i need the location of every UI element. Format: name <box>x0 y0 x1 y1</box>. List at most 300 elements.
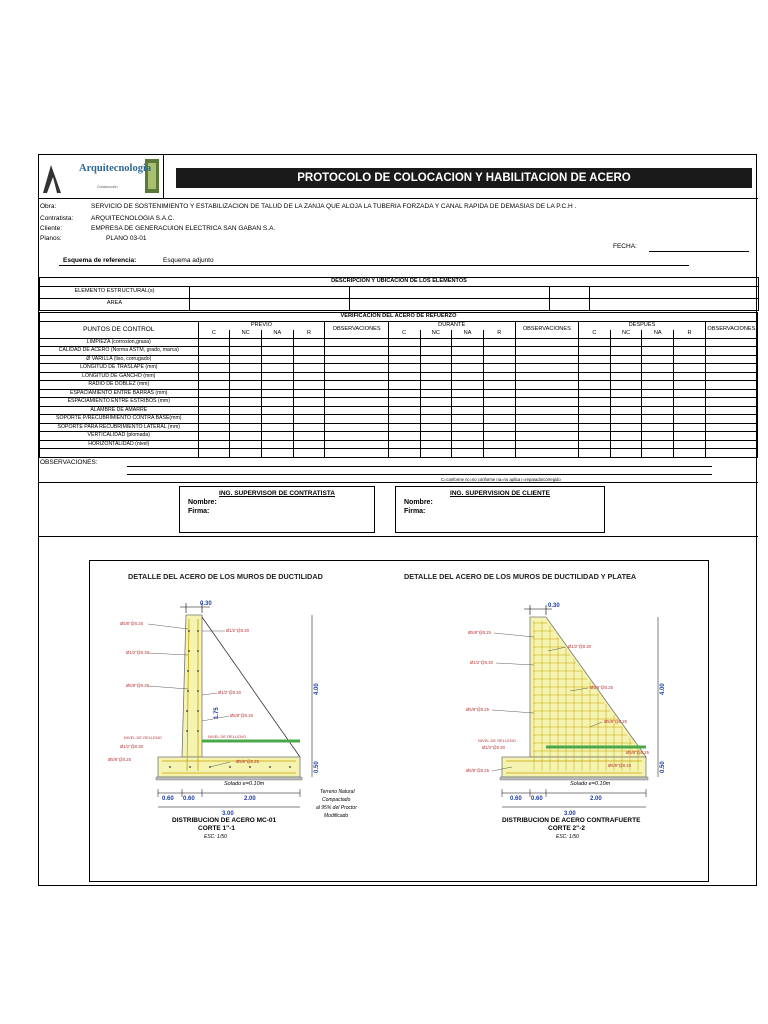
left-bar-4: Ø5/8"@0.25 <box>126 683 149 688</box>
left-wall-drawing <box>108 601 357 840</box>
phase-previo: PREVIO <box>198 321 325 330</box>
check-cell[interactable] <box>230 372 262 381</box>
check-cell[interactable] <box>642 432 674 441</box>
check-cell[interactable] <box>515 423 578 432</box>
check-cell[interactable] <box>579 398 611 407</box>
right-dim-height: 4.00 <box>660 683 666 695</box>
check-cell[interactable] <box>388 398 420 407</box>
check-cell[interactable] <box>483 389 515 398</box>
signature-firma-contratista: Firma: <box>188 508 210 515</box>
check-cell[interactable] <box>515 432 578 441</box>
left-dim-top: 0.30 <box>200 601 212 607</box>
check-cell[interactable] <box>483 381 515 390</box>
right-bar-9: Ø5/8"@0.25 <box>466 768 489 773</box>
check-cell[interactable] <box>261 423 293 432</box>
check-cell[interactable] <box>230 440 262 449</box>
check-cell[interactable] <box>325 381 388 390</box>
esquema-label: Esquema de referencia: <box>63 257 137 264</box>
right-dim-top: 0.30 <box>548 603 560 609</box>
control-point-label: ESPACIAMIENTO ENTRE BARRAS (mm) <box>40 389 199 398</box>
check-cell[interactable] <box>674 338 706 347</box>
check-cell[interactable] <box>579 423 611 432</box>
col-header-c: C <box>579 330 611 339</box>
empty-cell[interactable] <box>452 449 484 458</box>
check-cell[interactable] <box>674 347 706 356</box>
check-cell[interactable] <box>705 381 757 390</box>
check-cell[interactable] <box>261 406 293 415</box>
check-cell[interactable] <box>230 432 262 441</box>
check-cell[interactable] <box>293 389 325 398</box>
empty-cell[interactable] <box>40 449 199 458</box>
check-cell[interactable] <box>705 347 757 356</box>
verificacion-title: VERIFICACION DEL ACERO DE REFUERZO <box>40 313 758 322</box>
check-cell[interactable] <box>198 355 230 364</box>
empty-cell[interactable] <box>261 449 293 458</box>
check-cell[interactable] <box>293 415 325 424</box>
check-cell[interactable] <box>610 355 642 364</box>
check-cell[interactable] <box>483 406 515 415</box>
check-cell[interactable] <box>705 355 757 364</box>
drawing-left-title: DETALLE DEL ACERO DE LOS MUROS DE DUCTILIDAD <box>128 572 323 581</box>
check-cell[interactable] <box>293 432 325 441</box>
right-dim-a: 0.60 <box>510 796 522 802</box>
check-cell[interactable] <box>261 381 293 390</box>
check-cell[interactable] <box>642 389 674 398</box>
check-cell[interactable] <box>515 415 578 424</box>
check-cell[interactable] <box>515 406 578 415</box>
col-header-c: C <box>198 330 230 339</box>
empty-cell[interactable] <box>674 449 706 458</box>
check-cell[interactable] <box>642 338 674 347</box>
check-cell[interactable] <box>610 347 642 356</box>
check-cell[interactable] <box>230 364 262 373</box>
check-cell[interactable] <box>515 355 578 364</box>
right-bar-5: Ø5/8"@0.25 <box>466 707 489 712</box>
check-cell[interactable] <box>452 372 484 381</box>
check-cell[interactable] <box>293 440 325 449</box>
check-cell[interactable] <box>642 406 674 415</box>
empty-cell[interactable] <box>705 449 757 458</box>
col-header-na: NA <box>452 330 484 339</box>
check-cell[interactable] <box>388 372 420 381</box>
obs-line-2 <box>127 474 712 475</box>
check-cell[interactable] <box>674 398 706 407</box>
check-cell[interactable] <box>198 347 230 356</box>
check-cell[interactable] <box>483 440 515 449</box>
wall-section-drawings <box>90 561 710 883</box>
check-cell[interactable] <box>261 372 293 381</box>
check-cell[interactable] <box>610 372 642 381</box>
right-solado: Solado e=0.10m <box>570 781 611 787</box>
check-cell[interactable] <box>261 415 293 424</box>
check-cell[interactable] <box>579 372 611 381</box>
check-cell[interactable] <box>388 338 420 347</box>
check-cell[interactable] <box>642 440 674 449</box>
check-cell[interactable] <box>515 381 578 390</box>
obs-durante: OBSERVACIONES <box>515 321 578 338</box>
empty-cell[interactable] <box>642 449 674 458</box>
check-cell[interactable] <box>388 381 420 390</box>
check-cell[interactable] <box>515 440 578 449</box>
check-cell[interactable] <box>388 355 420 364</box>
empty-cell[interactable] <box>420 449 452 458</box>
section-divider-2 <box>39 536 758 537</box>
check-cell[interactable] <box>261 389 293 398</box>
check-cell[interactable] <box>610 406 642 415</box>
check-cell[interactable] <box>293 406 325 415</box>
check-cell[interactable] <box>515 347 578 356</box>
col-header-r: R <box>293 330 325 339</box>
elemento-cell-2[interactable] <box>350 286 550 298</box>
check-cell[interactable] <box>674 423 706 432</box>
check-cell[interactable] <box>293 372 325 381</box>
area-cell-1[interactable] <box>190 298 350 310</box>
check-cell[interactable] <box>452 423 484 432</box>
check-cell[interactable] <box>261 364 293 373</box>
area-cell-2[interactable] <box>350 298 550 310</box>
check-cell[interactable] <box>452 338 484 347</box>
logo-text: Arquitecnologia <box>79 163 152 174</box>
check-cell[interactable] <box>388 415 420 424</box>
control-point-label: HORIZONTALIDAD (nivel) <box>40 440 199 449</box>
obs-line-1 <box>127 466 712 467</box>
right-bar-8: Ø5/8"@0.25 <box>626 750 649 755</box>
check-cell[interactable] <box>674 389 706 398</box>
check-cell[interactable] <box>420 432 452 441</box>
section-divider-1 <box>39 482 758 483</box>
check-cell[interactable] <box>293 381 325 390</box>
check-cell[interactable] <box>579 381 611 390</box>
check-cell[interactable] <box>261 440 293 449</box>
check-cell[interactable] <box>515 398 578 407</box>
check-cell[interactable] <box>198 364 230 373</box>
check-cell[interactable] <box>388 406 420 415</box>
check-cell[interactable] <box>705 423 757 432</box>
check-cell[interactable] <box>261 347 293 356</box>
check-cell[interactable] <box>674 355 706 364</box>
check-cell[interactable] <box>579 355 611 364</box>
check-cell[interactable] <box>483 355 515 364</box>
check-cell[interactable] <box>705 372 757 381</box>
signature-nombre-contratista: Nombre: <box>188 499 217 506</box>
check-cell[interactable] <box>325 372 388 381</box>
elemento-cell-4[interactable] <box>590 286 759 298</box>
check-cell[interactable] <box>325 355 388 364</box>
table-row <box>40 415 758 424</box>
check-cell[interactable] <box>483 432 515 441</box>
check-cell[interactable] <box>579 338 611 347</box>
check-cell[interactable] <box>230 423 262 432</box>
check-cell[interactable] <box>261 355 293 364</box>
check-cell[interactable] <box>642 415 674 424</box>
check-cell[interactable] <box>483 347 515 356</box>
check-cell[interactable] <box>610 389 642 398</box>
drawing-right-title: DETALLE DEL ACERO DE LOS MUROS DE DUCTILIDAD Y PLATEA <box>404 572 637 581</box>
check-cell[interactable] <box>420 364 452 373</box>
check-cell[interactable] <box>452 389 484 398</box>
table-row <box>40 338 758 347</box>
check-cell[interactable] <box>610 398 642 407</box>
right-dim-c: 2.00 <box>590 796 602 802</box>
check-cell[interactable] <box>198 406 230 415</box>
check-cell[interactable] <box>293 355 325 364</box>
check-cell[interactable] <box>705 432 757 441</box>
check-cell[interactable] <box>483 364 515 373</box>
check-cell[interactable] <box>642 423 674 432</box>
check-cell[interactable] <box>610 364 642 373</box>
check-cell[interactable] <box>579 406 611 415</box>
area-cell-3[interactable] <box>550 298 590 310</box>
check-cell[interactable] <box>705 406 757 415</box>
check-cell[interactable] <box>483 398 515 407</box>
check-cell[interactable] <box>452 432 484 441</box>
empty-cell[interactable] <box>388 449 420 458</box>
signature-box-contratista[interactable] <box>179 486 375 533</box>
col-header-r: R <box>674 330 706 339</box>
check-cell[interactable] <box>452 347 484 356</box>
check-cell[interactable] <box>230 338 262 347</box>
check-cell[interactable] <box>515 364 578 373</box>
logo-house-icon <box>39 155 163 199</box>
check-cell[interactable] <box>388 423 420 432</box>
left-bar-5: Ø1/2"@0.30 <box>218 690 241 695</box>
control-point-label: LIMPIEZA (corrosion,grasa) <box>40 338 199 347</box>
check-cell[interactable] <box>261 398 293 407</box>
right-bar-4: Ø5/8"@0.25 <box>590 685 613 690</box>
check-cell[interactable] <box>705 440 757 449</box>
check-cell[interactable] <box>610 423 642 432</box>
check-cell[interactable] <box>705 415 757 424</box>
check-cell[interactable] <box>230 406 262 415</box>
left-dim-total: 3.00 <box>222 811 234 817</box>
empty-cell[interactable] <box>198 449 230 458</box>
control-point-label: CALIDAD DE ACERO (Norma ASTM, grado, marca) <box>40 347 199 356</box>
empty-cell[interactable] <box>610 449 642 458</box>
check-cell[interactable] <box>388 347 420 356</box>
check-cell[interactable] <box>325 347 388 356</box>
check-cell[interactable] <box>579 440 611 449</box>
check-cell[interactable] <box>674 364 706 373</box>
check-cell[interactable] <box>452 415 484 424</box>
check-cell[interactable] <box>198 432 230 441</box>
col-header-nc: NC <box>420 330 452 339</box>
check-cell[interactable] <box>230 381 262 390</box>
check-cell[interactable] <box>325 338 388 347</box>
check-cell[interactable] <box>705 338 757 347</box>
check-cell[interactable] <box>515 389 578 398</box>
check-cell[interactable] <box>610 415 642 424</box>
control-point-label: SOPORTE PARA RECUBRIMIENTO LATERAL (mm) <box>40 423 199 432</box>
check-cell[interactable] <box>420 423 452 432</box>
check-cell[interactable] <box>325 364 388 373</box>
check-cell[interactable] <box>293 364 325 373</box>
check-cell[interactable] <box>674 381 706 390</box>
col-header-nc: NC <box>610 330 642 339</box>
left-nivel-2: NIVEL DE RELLENO <box>124 735 162 740</box>
check-cell[interactable] <box>198 338 230 347</box>
check-cell[interactable] <box>452 406 484 415</box>
check-cell[interactable] <box>420 415 452 424</box>
check-cell[interactable] <box>642 355 674 364</box>
check-cell[interactable] <box>515 372 578 381</box>
observaciones-label: OBSERVACIONES: <box>40 459 98 466</box>
check-cell[interactable] <box>642 381 674 390</box>
signature-box-cliente[interactable] <box>395 486 605 533</box>
check-cell[interactable] <box>579 432 611 441</box>
right-bar-1: Ø5/8"@0.25 <box>468 630 491 635</box>
check-cell[interactable] <box>420 398 452 407</box>
check-cell[interactable] <box>579 347 611 356</box>
check-cell[interactable] <box>642 364 674 373</box>
check-cell[interactable] <box>198 389 230 398</box>
check-cell[interactable] <box>483 338 515 347</box>
right-nivel: NIVEL DE RELLENO <box>478 738 516 743</box>
check-cell[interactable] <box>293 347 325 356</box>
check-cell[interactable] <box>325 440 388 449</box>
cliente-value: EMPRESA DE GENERACUION ELECTRICA SAN GABAN S.A. <box>91 225 276 232</box>
left-terreno-2: Compactado <box>322 797 351 803</box>
check-cell[interactable] <box>610 432 642 441</box>
check-cell[interactable] <box>674 406 706 415</box>
left-scale: ESC: 1/50 <box>204 834 227 840</box>
check-cell[interactable] <box>420 440 452 449</box>
descripcion-title: DESCRIPCION Y UBICACION DE LOS ELEMENTOS <box>40 278 759 287</box>
check-cell[interactable] <box>325 406 388 415</box>
check-cell[interactable] <box>293 338 325 347</box>
empty-cell[interactable] <box>325 449 388 458</box>
empty-cell[interactable] <box>515 449 578 458</box>
left-terreno-3: al 95% del Proctor <box>316 805 357 811</box>
table-row <box>40 364 758 373</box>
obs-despues: OBSERVACIONES <box>705 321 757 338</box>
check-cell[interactable] <box>674 372 706 381</box>
check-cell[interactable] <box>579 364 611 373</box>
check-cell[interactable] <box>420 389 452 398</box>
check-cell[interactable] <box>293 423 325 432</box>
check-cell[interactable] <box>388 364 420 373</box>
check-cell[interactable] <box>579 415 611 424</box>
check-cell[interactable] <box>230 398 262 407</box>
area-cell-4[interactable] <box>590 298 759 310</box>
check-cell[interactable] <box>261 338 293 347</box>
drawings-frame <box>89 560 709 882</box>
left-dim-height: 4.00 <box>314 683 320 695</box>
check-cell[interactable] <box>452 355 484 364</box>
check-cell[interactable] <box>261 432 293 441</box>
phase-despues: DESPUES <box>579 321 706 330</box>
esquema-value: Esquema adjunto <box>163 257 214 264</box>
left-nivel: NIVEL DE RELLENO <box>208 734 246 739</box>
elemento-label: ELEMENTO ESTRUCTURAL(s) <box>40 286 190 298</box>
check-cell[interactable] <box>325 423 388 432</box>
control-point-label: ALAMBRE DE AMARRE <box>40 406 199 415</box>
legend-note: C=conforme nc=no conforme na=no aplica r=reparado/corregido <box>441 477 561 482</box>
elemento-cell-1[interactable] <box>190 286 350 298</box>
table-row <box>40 449 758 458</box>
check-cell[interactable] <box>579 389 611 398</box>
check-cell[interactable] <box>198 372 230 381</box>
descripcion-table <box>39 277 759 311</box>
check-cell[interactable] <box>293 398 325 407</box>
empty-cell[interactable] <box>579 449 611 458</box>
check-cell[interactable] <box>705 364 757 373</box>
check-cell[interactable] <box>420 406 452 415</box>
check-cell[interactable] <box>452 398 484 407</box>
contratista-label: Contratista: <box>40 215 74 222</box>
check-cell[interactable] <box>705 398 757 407</box>
check-cell[interactable] <box>642 347 674 356</box>
check-cell[interactable] <box>325 432 388 441</box>
right-dim-total: 3.00 <box>564 811 576 817</box>
check-cell[interactable] <box>420 381 452 390</box>
empty-cell[interactable] <box>293 449 325 458</box>
check-cell[interactable] <box>420 372 452 381</box>
check-cell[interactable] <box>230 355 262 364</box>
left-bar-9: Ø5/8"@0.25 <box>236 759 259 764</box>
check-cell[interactable] <box>198 398 230 407</box>
check-cell[interactable] <box>325 389 388 398</box>
check-cell[interactable] <box>420 338 452 347</box>
elemento-cell-3[interactable] <box>550 286 590 298</box>
check-cell[interactable] <box>388 432 420 441</box>
check-cell[interactable] <box>420 355 452 364</box>
title-bar <box>164 155 758 199</box>
right-bar-7: Ø1/2"@0.30 <box>482 745 505 750</box>
left-bar-1: Ø5/8"@0.25 <box>120 621 143 626</box>
check-cell[interactable] <box>230 389 262 398</box>
check-cell[interactable] <box>483 372 515 381</box>
check-cell[interactable] <box>452 440 484 449</box>
check-cell[interactable] <box>388 440 420 449</box>
check-cell[interactable] <box>230 415 262 424</box>
empty-cell[interactable] <box>230 449 262 458</box>
check-cell[interactable] <box>198 381 230 390</box>
empty-cell[interactable] <box>483 449 515 458</box>
check-cell[interactable] <box>452 381 484 390</box>
check-cell[interactable] <box>230 347 262 356</box>
left-bar-6: Ø5/8"@0.25 <box>230 713 253 718</box>
signature-firma-cliente: Firma: <box>404 508 426 515</box>
check-cell[interactable] <box>674 415 706 424</box>
right-bar-6: Ø5/8"@0.25 <box>604 719 627 724</box>
check-cell[interactable] <box>642 398 674 407</box>
check-cell[interactable] <box>515 338 578 347</box>
check-cell[interactable] <box>198 440 230 449</box>
check-cell[interactable] <box>388 389 420 398</box>
check-cell[interactable] <box>705 389 757 398</box>
check-cell[interactable] <box>610 440 642 449</box>
check-cell[interactable] <box>325 415 388 424</box>
check-cell[interactable] <box>452 364 484 373</box>
table-row <box>40 381 758 390</box>
check-cell[interactable] <box>674 432 706 441</box>
check-cell[interactable] <box>483 415 515 424</box>
left-dim-a: 0.60 <box>162 796 174 802</box>
signature-title-contratista: ING. SUPERVISOR DE CONTRATISTA <box>219 490 335 497</box>
left-bar-7: Ø1/2"@0.30 <box>120 744 143 749</box>
check-cell[interactable] <box>610 338 642 347</box>
left-terreno-1: Terreno Natural <box>320 789 355 795</box>
check-cell[interactable] <box>642 372 674 381</box>
check-cell[interactable] <box>674 440 706 449</box>
check-cell[interactable] <box>325 398 388 407</box>
check-cell[interactable] <box>198 423 230 432</box>
protocol-sheet <box>38 154 757 886</box>
check-cell[interactable] <box>420 347 452 356</box>
check-cell[interactable] <box>610 381 642 390</box>
check-cell[interactable] <box>483 423 515 432</box>
check-cell[interactable] <box>198 415 230 424</box>
